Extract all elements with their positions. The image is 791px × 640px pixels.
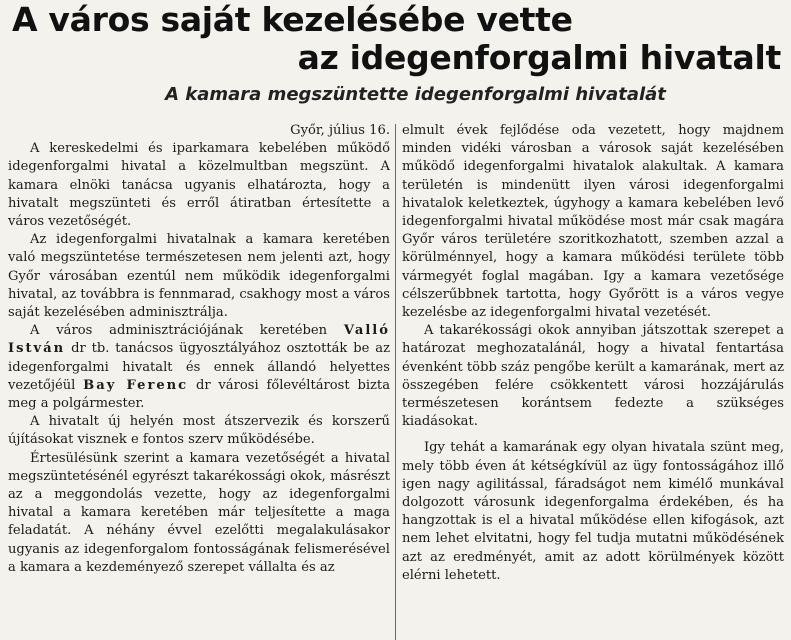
paragraph-text: A város adminisztrációjának keretében — [30, 323, 344, 339]
paragraph: elmult évek fejlődése oda vezetett, hogy majdnem minden vidéki városban a városok saját kezelésében működő idegenforgalmi hivatalok alakultak. A kamara területén is mindenütt ilyen városi idegenforgalmi hivatalok keletkeztek, úgyhogy a kamara kebelében levő idegenforgalmi hivatal működése most már csak magára Győr város területére szoritkozhatott, szemben azzal a körülménnyel, hogy a kamara működési területe több vármegyét foglal magában. Igy a kamara vezetősége célszerűbbnek tartotta, hogy Győrött is a város vegye kezelésbe az idegenforgalmi hivatal vezetését. — [402, 123, 784, 321]
paragraph-gap — [402, 431, 784, 439]
paragraph — [8, 322, 390, 413]
paragraph-text: dr városi főlevéltárost bizta meg a polgármester. — [8, 377, 390, 412]
person-name: Valló István — [8, 323, 390, 357]
left-column — [8, 122, 390, 640]
headline-line-2: az idegenforgalmi hivatalt — [297, 38, 781, 77]
paragraph: A hivatalt új helyén most átszervezik és korszerű újításokat visznek e fontos szerv működésébe. — [8, 414, 390, 448]
person-name: Bay Ferenc — [83, 377, 189, 393]
paragraph-text: dr tb. tanácsos ügyosztályához osztották be az idegenforgalmi hivatalt és ennek állandó helyettes vezetőjéül — [8, 341, 390, 393]
dateline: Győr, július 16. — [290, 123, 390, 138]
column-divider — [395, 124, 396, 640]
paragraph: Értesülésünk szerint a kamara vezetőségét a hivatal megszüntetésénél egyrészt takarékossági okok, másrészt az a meggondolás vezette, hogy az idegenforgalmi hivatal a kamara keretében már teljesítette a maga feladatát. A néhány évvel ezelőtti megalakulásakor ugyanis az idegenforgalom fontosságának felismerésével a kamara a kezdeményező szerepet vállalta és az — [8, 450, 390, 575]
subheadline: A kamara megszüntette idegenforgalmi hivatalát — [165, 84, 666, 105]
paragraph: A kereskedelmi és iparkamara kebelében működő idegenforgalmi hivatal a közelmultban megszünt. A kamara elnöki tanácsa ugyanis elhatározta, hogy a hivatalt megszünteti és erről átiratban értesítette a város vezetőségét. — [8, 141, 390, 230]
right-column — [402, 122, 784, 640]
paragraph: A takarékossági okok annyiban játszottak szerepet a határozat meghozatalánál, hogy a hivatal fentartása évenként több száz pengőbe került a kamarának, mert az összegében felére csökkentett városi hozzájárulás természetesen korántsem fedezte a szükséges kiadásokat. — [402, 323, 784, 430]
paragraph: Az idegenforgalmi hivatalnak a kamara keretében való megszüntetése természetesen nem jelenti azt, hogy Győr városában ezentúl nem működik idegenforgalmi hivatal, az továbbra is fennmarad, csakhogy most a város saját kezelésében adminisztrálja. — [8, 232, 390, 321]
headline-line-1: A város saját kezelésébe vette — [12, 0, 573, 39]
paragraph: Igy tehát a kamarának egy olyan hivatala szünt meg, mely több éven át kétségkívül az ügy fontosságához illő igen nagy agilitással, fáradságot nem kimélő munkával dolgozott városunk idegenforgalma érdekében, és ha hangzottak is el a hivatal működése ellen kifogások, azt nem lehet elvitatni, hogy fel tudja mutatni működésének azt az eredményét, amit az adott körülmények között elérni lehetett. — [402, 440, 784, 583]
